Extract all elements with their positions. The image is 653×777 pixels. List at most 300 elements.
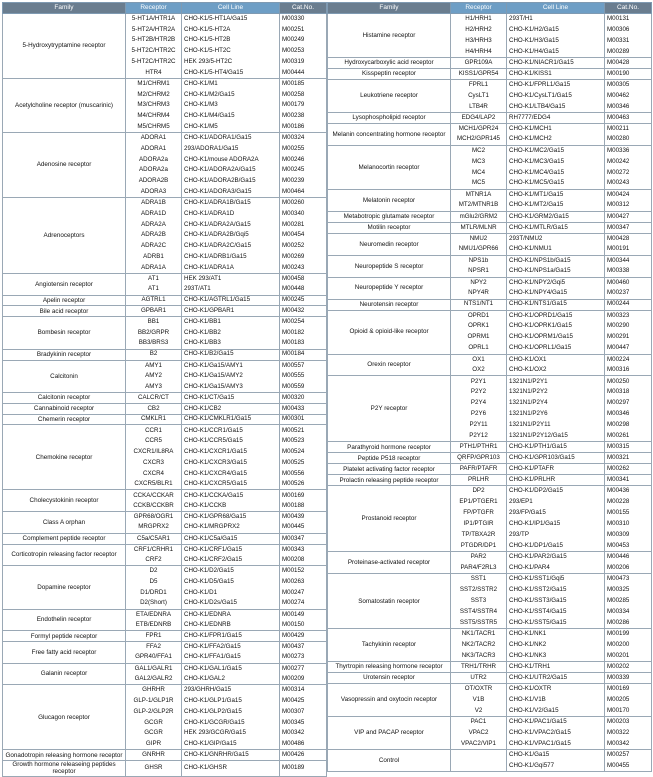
- family-cell: Calcitonin receptor: [3, 392, 126, 403]
- cat-no-cell: M00131: [605, 14, 652, 25]
- family-cell: Melatonin receptor: [328, 189, 451, 211]
- family-group: [328, 123, 652, 145]
- cat-no-cell: M00263: [280, 577, 327, 588]
- table-row: [328, 189, 652, 200]
- receptor-cell: H2/HRH2: [451, 24, 507, 35]
- receptor-cell: GPR68/OGR1: [126, 512, 182, 523]
- receptor-cell: B2: [126, 349, 182, 360]
- cat-no-cell: M00462: [605, 90, 652, 101]
- receptor-cell: P2Y6: [451, 409, 507, 420]
- receptor-cell: GPR40/FFA1: [126, 652, 182, 663]
- cat-no-cell: M00345: [280, 717, 327, 728]
- receptor-cell: QRFP/GPR103: [451, 453, 507, 464]
- family-group: [3, 14, 327, 79]
- cell-line-cell: CHO-K1/MT1/Ga15: [507, 189, 605, 200]
- cell-line-cell: CHO-K1/C5a/Ga15: [182, 533, 280, 544]
- receptor-cell: PTH1/PTHR1: [451, 442, 507, 453]
- cat-no-cell: M00436: [605, 486, 652, 497]
- cell-line-cell: CHO-K1/CRF1/Ga15: [182, 544, 280, 555]
- cell-line-cell: HEK 293/GCGR/Ga15: [182, 728, 280, 739]
- family-cell: Corticotropin releasing factor receptor: [3, 544, 126, 566]
- family-group: [3, 512, 327, 534]
- receptor-cell: OX1: [451, 354, 507, 365]
- table-row: [328, 464, 652, 475]
- table-row: [3, 317, 327, 328]
- receptor-cell: MTNR1A: [451, 189, 507, 200]
- receptor-cell: MC2: [451, 145, 507, 156]
- receptor-cell: KISS1/GPR54: [451, 68, 507, 79]
- cell-line-cell: CHO-K1/GLP2/Ga15: [182, 707, 280, 718]
- receptor-cell: ADORA1: [126, 143, 182, 154]
- receptor-cell: mGlu2/GRM2: [451, 211, 507, 222]
- cat-no-cell: M00425: [280, 696, 327, 707]
- header-cell-line: Cell Line: [182, 3, 280, 14]
- cell-line-cell: 293/ADORA1/Ga15: [182, 143, 280, 154]
- table-row: [3, 349, 327, 360]
- receptor-cell: CXCR1/IL8RA: [126, 447, 182, 458]
- table-row: [3, 544, 327, 555]
- cell-line-cell: CHO-K1/DP1/Ga15: [507, 541, 605, 552]
- cell-line-cell: CHO-K1/H2/Ga15: [507, 24, 605, 35]
- family-cell: Bile acid receptor: [3, 306, 126, 317]
- cell-line-cell: 293/EP1: [507, 497, 605, 508]
- cat-no-cell: M00346: [605, 409, 652, 420]
- receptor-cell: P2Y4: [451, 398, 507, 409]
- left-table-column: [2, 2, 326, 777]
- family-group: [328, 68, 652, 79]
- receptor-cell: CysLT1: [451, 90, 507, 101]
- receptor-cell: GNRHR: [126, 750, 182, 761]
- cell-line-cell: CHO-K1/5-HT4/Ga15: [182, 68, 280, 79]
- cell-line-cell: CHO-K1/H3/Ga15: [507, 35, 605, 46]
- family-group: [3, 78, 327, 132]
- cell-line-cell: CHO-K1/GIP/Ga15: [182, 739, 280, 750]
- receptor-cell: SST4/SSTR4: [451, 607, 507, 618]
- cell-line-cell: CHO-K1/ADRA1D: [182, 208, 280, 219]
- receptor-cell: C5a/C5AR1: [126, 533, 182, 544]
- receptor-cell: ETB/EDNRB: [126, 620, 182, 631]
- cell-line-cell: CHO-K1/Ga15: [507, 749, 605, 760]
- table-row: [3, 306, 327, 317]
- cell-line-cell: CHO-K1/ADRA2C/Ga15: [182, 241, 280, 252]
- receptor-cell: OPRD1: [451, 310, 507, 321]
- cat-no-cell: M00453: [605, 541, 652, 552]
- cell-line-cell: CHO-K1/MC4/Ga15: [507, 167, 605, 178]
- family-group: [3, 273, 327, 295]
- cat-no-cell: M00305: [605, 79, 652, 90]
- family-group: [3, 295, 327, 306]
- receptor-cell: IP1/PTGIR: [451, 519, 507, 530]
- table-row: [3, 566, 327, 577]
- cat-no-cell: M00334: [605, 607, 652, 618]
- receptor-cell: CCKB/CCKBR: [126, 501, 182, 512]
- cell-line-cell: CHO-K1/NTS1/Ga15: [507, 299, 605, 310]
- cat-no-cell: M00433: [280, 403, 327, 414]
- cell-line-cell: CHO-K1/ADORA1/Ga15: [182, 133, 280, 144]
- table-row: [328, 57, 652, 68]
- cell-line-cell: 293T/NMU2: [507, 233, 605, 244]
- cat-no-cell: M00445: [280, 522, 327, 533]
- cat-no-cell: M00201: [605, 651, 652, 662]
- table-row: [3, 685, 327, 696]
- receptor-cell: ETA/EDNRA: [126, 609, 182, 620]
- cell-line-cell: CHO-K1/PRLHR: [507, 475, 605, 486]
- receptor-cell: ADRA2C: [126, 241, 182, 252]
- cell-line-cell: CHO-K1/PTAFR: [507, 464, 605, 475]
- cell-line-cell: CHO-K1/GPR68/Ga15: [182, 512, 280, 523]
- cat-no-cell: M00152: [280, 566, 327, 577]
- cell-line-cell: CHO-K1/IP1/Ga15: [507, 519, 605, 530]
- cell-line-cell: 1321N1/P2Y1: [507, 376, 605, 387]
- family-cell: Cholecystokinin receptor: [3, 490, 126, 512]
- family-group: [3, 642, 327, 664]
- cell-line-cell: CHO-K1/MCH1: [507, 123, 605, 134]
- receptor-cell: ADRA1D: [126, 208, 182, 219]
- receptor-cell: NK1/TACR1: [451, 629, 507, 640]
- family-cell: Class A orphan: [3, 512, 126, 534]
- receptor-cell: VPAC2: [451, 727, 507, 738]
- header-family: Family: [3, 3, 126, 14]
- receptor-cell: ADRA2A: [126, 219, 182, 230]
- table-row: [328, 79, 652, 90]
- table-row: [328, 684, 652, 695]
- table-row: [3, 14, 327, 25]
- cell-line-cell: 1321N1/P2Y2: [507, 387, 605, 398]
- receptor-cell: PAFR/PTAFR: [451, 464, 507, 475]
- cat-no-cell: M00274: [280, 598, 327, 609]
- receptor-cell: D2(Short): [126, 598, 182, 609]
- cat-no-cell: M00555: [280, 371, 327, 382]
- cell-line-cell: CHO-K1/CysLT1/Ga15: [507, 90, 605, 101]
- cat-no-cell: M00250: [605, 376, 652, 387]
- cell-line-cell: CHO-K1/KISS1: [507, 68, 605, 79]
- cat-no-cell: M00429: [280, 631, 327, 642]
- cat-no-cell: M00460: [605, 277, 652, 288]
- family-group: [328, 717, 652, 750]
- cell-line-cell: HEK 293/AT1: [182, 273, 280, 284]
- family-group: [328, 629, 652, 662]
- cell-line-cell: CHO-K1/LTB4/Ga15: [507, 101, 605, 112]
- cat-no-cell: M00169: [605, 684, 652, 695]
- table-row: [328, 211, 652, 222]
- receptor-cell: GHRHR: [126, 685, 182, 696]
- cat-no-cell: M00179: [280, 100, 327, 111]
- cat-no-cell: M00325: [605, 585, 652, 596]
- cell-line-cell: CHO-K1/ADORA3/Ga15: [182, 187, 280, 198]
- table-row: [3, 133, 327, 144]
- cat-no-cell: M00243: [280, 263, 327, 274]
- family-group: [3, 663, 327, 685]
- cell-line-cell: CHO-K1/EDNRA: [182, 609, 280, 620]
- receptor-cell: FPR1: [126, 631, 182, 642]
- receptor-cell: 5-HT2C/HTR2C: [126, 46, 182, 57]
- cat-no-cell: M00312: [605, 200, 652, 211]
- family-cell: Growth hormone releaseing peptides receptor: [3, 761, 126, 776]
- cat-no-cell: M00525: [280, 457, 327, 468]
- cell-line-cell: CHO-K1/ADORA2B/Ga15: [182, 176, 280, 187]
- cell-line-cell: CHO-K1/CXCR3/Ga15: [182, 457, 280, 468]
- receptor-cell: MTLR/MLNR: [451, 222, 507, 233]
- cat-no-cell: M00318: [605, 387, 652, 398]
- cat-no-cell: M00437: [280, 642, 327, 653]
- receptor-cell: GLP-2/GLP2R: [126, 707, 182, 718]
- cat-no-cell: M00301: [280, 414, 327, 425]
- receptor-cell: ADORA2a: [126, 165, 182, 176]
- cat-no-cell: M00205: [605, 695, 652, 706]
- receptor-cell: P2Y1: [451, 376, 507, 387]
- cell-line-cell: CHO-K1/MCH2: [507, 134, 605, 145]
- table-row: [3, 631, 327, 642]
- receptor-cell: ADRA2B: [126, 230, 182, 241]
- receptor-cell: M1/CHRM1: [126, 78, 182, 89]
- receptor-cell: 5-HT2A/HTR2A: [126, 24, 182, 35]
- receptor-cell: M5/CHRM5: [126, 122, 182, 133]
- receptor-cell: CCR5: [126, 436, 182, 447]
- cell-line-cell: CHO-K1/M3: [182, 100, 280, 111]
- table-row: [328, 453, 652, 464]
- family-group: [328, 233, 652, 255]
- receptor-cell: 5-HT1A/HTR1A: [126, 14, 182, 25]
- table-row: [328, 277, 652, 288]
- right-table-column: [327, 2, 651, 772]
- cat-no-cell: M00526: [280, 479, 327, 490]
- receptor-cell: SST2/SSTR2: [451, 585, 507, 596]
- family-group: [328, 299, 652, 310]
- cat-no-cell: M00556: [280, 468, 327, 479]
- receptor-cell: TRH1/TRHR: [451, 662, 507, 673]
- family-cell: Free fatty acid receptor: [3, 642, 126, 664]
- cat-no-cell: M00273: [280, 652, 327, 663]
- cat-no-cell: M00557: [280, 360, 327, 371]
- family-group: [3, 533, 327, 544]
- cell-line-cell: CHO-K1/V1B: [507, 695, 605, 706]
- family-group: [3, 566, 327, 609]
- cat-no-cell: M00149: [280, 609, 327, 620]
- cat-no-cell: M00277: [280, 663, 327, 674]
- table-row: [328, 299, 652, 310]
- receptor-cell: EDG4/LAP2: [451, 112, 507, 123]
- family-cell: Neuromedin receptor: [328, 233, 451, 255]
- cat-no-cell: M00254: [280, 317, 327, 328]
- cat-no-cell: M00191: [605, 244, 652, 255]
- receptor-cell: NPY4R: [451, 288, 507, 299]
- receptor-cell: FPRL1: [451, 79, 507, 90]
- family-cell: Endothelin receptor: [3, 609, 126, 631]
- receptor-cell: NK3/TACR3: [451, 651, 507, 662]
- family-group: [328, 354, 652, 376]
- receptor-cell: P2Y11: [451, 420, 507, 431]
- cell-line-cell: CHO-K1/MC3/Ga15: [507, 156, 605, 167]
- table-row: [328, 255, 652, 266]
- cat-no-cell: M00454: [280, 230, 327, 241]
- cell-line-cell: CHO-K1/BB2: [182, 328, 280, 339]
- receptor-cell: BB1: [126, 317, 182, 328]
- receptor-cell: SST3: [451, 596, 507, 607]
- cell-line-cell: CHO-K1/NPS1a/Ga15: [507, 266, 605, 277]
- receptor-cell: MC3: [451, 156, 507, 167]
- receptor-table-right: [327, 2, 652, 772]
- cat-no-cell: M00342: [280, 728, 327, 739]
- receptor-cell: PAR4/F2RL3: [451, 563, 507, 574]
- cell-line-cell: CHO-K1/SST4/Ga15: [507, 607, 605, 618]
- cell-line-cell: CHO-K1/H4/Ga15: [507, 46, 605, 57]
- family-group: [3, 609, 327, 631]
- receptor-cell: CXCR4: [126, 468, 182, 479]
- cat-no-cell: M00203: [605, 717, 652, 728]
- cat-no-cell: M00427: [605, 211, 652, 222]
- table-row: [3, 533, 327, 544]
- receptor-cell: MC4: [451, 167, 507, 178]
- receptor-cell: CALCR/CT: [126, 392, 182, 403]
- receptor-cell: ADRA1B: [126, 198, 182, 209]
- family-cell: Angiotensin receptor: [3, 273, 126, 295]
- family-group: [328, 475, 652, 486]
- cell-line-cell: CHO-K1/NK2: [507, 640, 605, 651]
- family-group: [3, 631, 327, 642]
- family-cell: VIP and PACAP receptor: [328, 717, 451, 750]
- cell-line-cell: CHO-K1/MC2/Ga15: [507, 145, 605, 156]
- cat-no-cell: M00243: [605, 178, 652, 189]
- receptor-cell: GPR109A: [451, 57, 507, 68]
- family-cell: Neuropeptide S receptor: [328, 255, 451, 277]
- cell-line-cell: CHO-K1/CCKA/Ga15: [182, 490, 280, 501]
- receptor-cell: MC5: [451, 178, 507, 189]
- family-cell: Control: [328, 749, 451, 771]
- cat-no-cell: M00251: [280, 24, 327, 35]
- receptor-cell: FFA2: [126, 642, 182, 653]
- cell-line-cell: CHO-K1/BB3: [182, 338, 280, 349]
- cell-line-cell: CHO-K1/MT2/Ga15: [507, 200, 605, 211]
- family-cell: Peptide P518 receptor: [328, 453, 451, 464]
- table-row: [328, 233, 652, 244]
- receptor-cell: [451, 760, 507, 771]
- cat-no-cell: M00183: [280, 338, 327, 349]
- cat-no-cell: M00428: [605, 57, 652, 68]
- cat-no-cell: M00252: [280, 241, 327, 252]
- cell-line-cell: CHO-K1/FPRL1/Ga15: [507, 79, 605, 90]
- cat-no-cell: M00428: [605, 233, 652, 244]
- cat-no-cell: M00245: [280, 295, 327, 306]
- family-cell: 5-Hydroxytryptamine receptor: [3, 14, 126, 79]
- receptor-cell: GLP-1/GLP1R: [126, 696, 182, 707]
- receptor-cell: P2Y12: [451, 431, 507, 442]
- cell-line-cell: CHO-K1/Ga15/AMY1: [182, 360, 280, 371]
- cat-no-cell: M00458: [280, 273, 327, 284]
- family-cell: Urotensin receptor: [328, 673, 451, 684]
- table-row: [3, 490, 327, 501]
- table-row: [3, 198, 327, 209]
- family-group: [328, 277, 652, 299]
- cat-no-cell: M00224: [605, 354, 652, 365]
- cat-no-cell: M00426: [280, 750, 327, 761]
- table-row: [3, 761, 327, 776]
- family-cell: Metabotropic glutamate receptor: [328, 211, 451, 222]
- cell-line-cell: CHO-K1/NMU1: [507, 244, 605, 255]
- cat-no-cell: M00310: [605, 519, 652, 530]
- cell-line-cell: CHO-K1/SST1/Gqi5: [507, 574, 605, 585]
- cat-no-cell: M00185: [280, 78, 327, 89]
- table-row: [328, 222, 652, 233]
- receptor-cell: GHSR: [126, 761, 182, 776]
- receptor-cell: GPBAR1: [126, 306, 182, 317]
- receptor-cell: 5-HT2C/HTR2C: [126, 57, 182, 68]
- receptor-cell: CCR1: [126, 425, 182, 436]
- cell-line-cell: CHO-K1/GPBAR1: [182, 306, 280, 317]
- cat-no-cell: M00447: [605, 343, 652, 354]
- table-row: [328, 112, 652, 123]
- receptor-cell: CRF1/CRHR1: [126, 544, 182, 555]
- cat-no-cell: M00320: [280, 392, 327, 403]
- family-cell: Tachykinin receptor: [328, 629, 451, 662]
- cat-no-cell: M00341: [605, 475, 652, 486]
- cell-line-cell: CHO-K1/CXCR4/Ga15: [182, 468, 280, 479]
- receptor-cell: D1/DRD1: [126, 587, 182, 598]
- cat-no-cell: M00463: [605, 112, 652, 123]
- receptor-cell: GAL1/GALR1: [126, 663, 182, 674]
- receptor-cell: OT/OXTR: [451, 684, 507, 695]
- table-row: [328, 68, 652, 79]
- cat-no-cell: M00448: [280, 284, 327, 295]
- cat-no-cell: M00286: [605, 618, 652, 629]
- cell-line-cell: CHO-K1/D1: [182, 587, 280, 598]
- table-header-row: [3, 3, 327, 14]
- family-group: [3, 317, 327, 349]
- table-row: [3, 512, 327, 523]
- family-cell: Chemerin receptor: [3, 414, 126, 425]
- family-cell: Adrenoceptors: [3, 198, 126, 274]
- table-row: [328, 717, 652, 728]
- receptor-cell: AT1: [126, 284, 182, 295]
- cell-line-cell: CHO-K1/CXCR1/Ga15: [182, 447, 280, 458]
- header-receptor: Receptor: [126, 3, 182, 14]
- cat-no-cell: M00242: [605, 156, 652, 167]
- receptor-cell: SST1: [451, 574, 507, 585]
- cell-line-cell: CHO-K1/5-HT2A: [182, 24, 280, 35]
- cell-line-cell: CHO-K1/D2/Ga15: [182, 566, 280, 577]
- cell-line-cell: CHO-K1/ADRA1A: [182, 263, 280, 274]
- cat-no-cell: M00249: [280, 35, 327, 46]
- cat-no-cell: M00524: [280, 447, 327, 458]
- cat-no-cell: M00321: [605, 453, 652, 464]
- cat-no-cell: M00262: [605, 464, 652, 475]
- cat-no-cell: M00239: [280, 176, 327, 187]
- cell-line-cell: CHO-K1/PAC1/Ga15: [507, 717, 605, 728]
- cell-line-cell: CHO-K1/GPR103/Ga15: [507, 453, 605, 464]
- family-cell: Dopamine receptor: [3, 566, 126, 609]
- receptor-cell: D2: [126, 566, 182, 577]
- cell-line-cell: CHO-K1/UTR2/Ga15: [507, 673, 605, 684]
- family-cell: Formyl peptide receptor: [3, 631, 126, 642]
- family-group: [328, 310, 652, 354]
- cat-no-cell: M00255: [280, 143, 327, 154]
- table-row: [328, 14, 652, 25]
- family-cell: Thyrtropin releasing hormone receptor: [328, 662, 451, 673]
- cell-line-cell: CHO-K1/NPS1b/Ga15: [507, 255, 605, 266]
- table-row: [3, 642, 327, 653]
- receptor-cell: BB3/BRS3: [126, 338, 182, 349]
- cat-no-cell: M00253: [280, 46, 327, 57]
- family-group: [3, 761, 327, 776]
- cat-no-cell: M00315: [605, 442, 652, 453]
- cat-no-cell: M00432: [280, 306, 327, 317]
- receptor-cell: H3/HRH3: [451, 35, 507, 46]
- cat-no-cell: M00184: [280, 349, 327, 360]
- family-cell: Lysophospholipid receptor: [328, 112, 451, 123]
- receptor-cell: FP/PTGFR: [451, 508, 507, 519]
- family-cell: P2Y receptor: [328, 376, 451, 442]
- family-cell: Adenosine receptor: [3, 133, 126, 198]
- receptor-cell: LTB4R: [451, 101, 507, 112]
